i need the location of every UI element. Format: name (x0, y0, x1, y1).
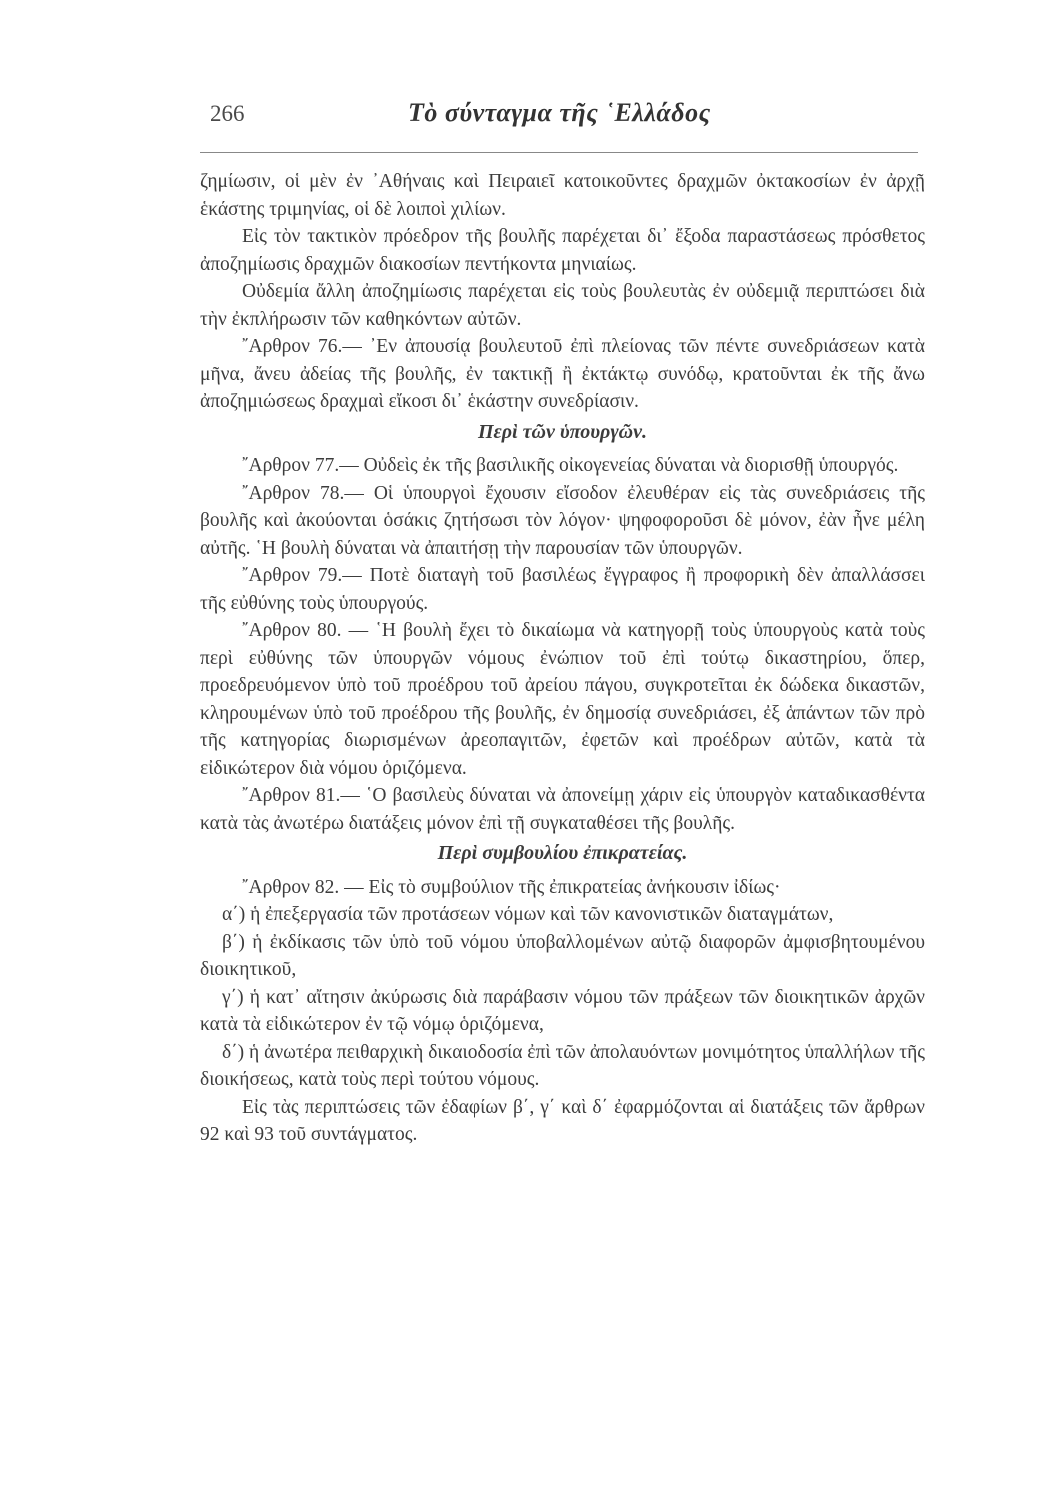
list-item-b: β΄) ἡ ἐκδίκασις τῶν ὑπὸ τοῦ νόμου ὑποβαλλομένων αὐτῷ διαφορῶν ἀμφισβητουμένου διοικητικοῦ, (200, 931, 925, 980)
header-rule (200, 152, 918, 153)
paragraph: Οὐδεμία ἄλλη ἀποζημίωσις παρέχεται εἰς τοὺς βουλευτὰς ἐν οὐδεμιᾷ περιπτώσει διὰ τὴν ἐκπλήρωσιν τῶν καθηκόντων αὐτῶν. (200, 281, 925, 330)
article-82: ῎Αρθρον 82. — Εἰς τὸ συμβούλιον τῆς ἐπικρατείας ἀνήκουσιν ἰδίως· (242, 876, 781, 898)
body-text (200, 168, 925, 1149)
article-81: ῎Αρθρον 81.— ῾Ο βασιλεὺς δύναται νὰ ἀπονείμῃ χάριν εἰς ὑπουργὸν καταδικασθέντα κατὰ τὰς ἀνωτέρω διατάξεις μόνον ἐπὶ τῇ συγκαταθέσει τῆς βουλῆς. (200, 785, 925, 834)
page-number: 266 (210, 101, 245, 126)
paragraph: ζημίωσιν, οἱ μὲν ἐν ᾿Αθήναις καὶ Πειραιεῖ κατοικοῦντες δραχμῶν ὀκτακοσίων ἐν ἀρχῇ ἑκάστης τριμηνίας, οἱ δὲ λοιποὶ χιλίων. (200, 171, 925, 220)
article-76: ῎Αρθρον 76.— ᾿Εν ἀπουσίᾳ βουλευτοῦ ἐπὶ πλείονας τῶν πέντε συνεδριάσεων κατὰ μῆνα, ἄνευ ἀδείας τῆς βουλῆς, ἐν τακτικῇ ἢ ἐκτάκτῳ συνόδῳ, κρατοῦνται ἐκ τῆς ἄνω ἀποζημιώσεως δραχμαὶ εἴκοσι δι᾿ ἑκάστην συνεδρίασιν. (200, 336, 925, 412)
article-78: ῎Αρθρον 78.— Οἱ ὑπουργοὶ ἔχουσιν εἴσοδον ἐλευθέραν εἰς τὰς συνεδριάσεις τῆς βουλῆς καὶ ἀκούονται ὁσάκις ζητήσωσι τὸν λόγον· ψηφοφοροῦσι δὲ μόνον, ἐὰν ἦνε μέλη αὐτῆς. ῾Η βουλὴ δύναται νὰ ἀπαιτήσῃ τὴν παρουσίαν τῶν ὑπουργῶν. (200, 482, 925, 559)
article-80: ῎Αρθρον 80. — ῾Η βουλὴ ἔχει τὸ δικαίωμα νὰ κατηγορῇ τοὺς ὑπουργοὺς κατὰ τοὺς περὶ εὐθύνης τῶν ὑπουργῶν νόμους ἐνώπιον τοῦ ἐπὶ τούτῳ δικαστηρίου, ὅπερ, προεδρευόμενον ὑπὸ τοῦ προέδρου τοῦ ἀρείου πάγου, συγκροτεῖται ἐκ δώδεκα δικαστῶν, κληρουμένων ὑπὸ τοῦ προέδρου τῆς βουλῆς, ἐν δημοσίᾳ συνεδριάσει, ἐξ ἁπάντων τῶν πρὸ τῆς κατηγορίας διωρισμένων ἀρεοπαγιτῶν, ἐφετῶν καὶ προέδρων αὐτῶν, κατὰ τὰ εἰδικώτερον διὰ νόμου ὁριζόμενα. (200, 620, 925, 779)
list-item-c: γ΄) ἡ κατ᾿ αἴτησιν ἀκύρωσις διὰ παράβασιν νόμου τῶν πράξεων τῶν διοικητικῶν ἀρχῶν κατὰ τὰ εἰδικώτερον ἐν τῷ νόμῳ ὁριζόμενα, (200, 986, 925, 1035)
section-heading-ministers: Περὶ τῶν ὑπουργῶν. (477, 420, 648, 443)
running-title: Τὸ σύνταγμα τῆς ῾Ελλάδος (408, 98, 711, 127)
article-79: ῎Αρθρον 79.— Ποτὲ διαταγὴ τοῦ βασιλέως ἔγγραφος ἢ προφορικὴ δὲν ἀπαλλάσσει τῆς εὐθύνης τοὺς ὑπουργούς. (200, 565, 925, 614)
list-item-d: δ΄) ἡ ἀνωτέρα πειθαρχικὴ δικαιοδοσία ἐπὶ τῶν ἀπολαυόντων μονιμότητος ὑπαλλήλων τῆς διοικήσεως, κατὰ τοὺς περὶ τούτου νόμους. (200, 1041, 925, 1090)
paragraph: Εἰς τὸν τακτικὸν πρόεδρον τῆς βουλῆς παρέχεται δι᾿ ἔξοδα παραστάσεως πρόσθετος ἀποζημίωσις δραχμῶν διακοσίων πεντήκοντα μηνιαίως. (200, 226, 925, 275)
closing-paragraph: Εἰς τὰς περιπτώσεις τῶν ἐδαφίων β΄, γ΄ καὶ δ΄ ἐφαρμόζονται αἱ διατάξεις τῶν ἄρθρων 92 καὶ 93 τοῦ συντάγματος. (200, 1096, 925, 1145)
article-77: ῎Αρθρον 77.— Οὐδεὶς ἐκ τῆς βασιλικῆς οἰκογενείας δύναται νὰ διορισθῇ ὑπουργός. (242, 455, 899, 476)
list-item-a: α΄) ἡ ἐπεξεργασία τῶν προτάσεων νόμων καὶ τῶν κανονιστικῶν διαταγμάτων, (222, 904, 834, 925)
section-heading-council: Περὶ συμβουλίου ἐπικρατείας. (437, 842, 688, 864)
